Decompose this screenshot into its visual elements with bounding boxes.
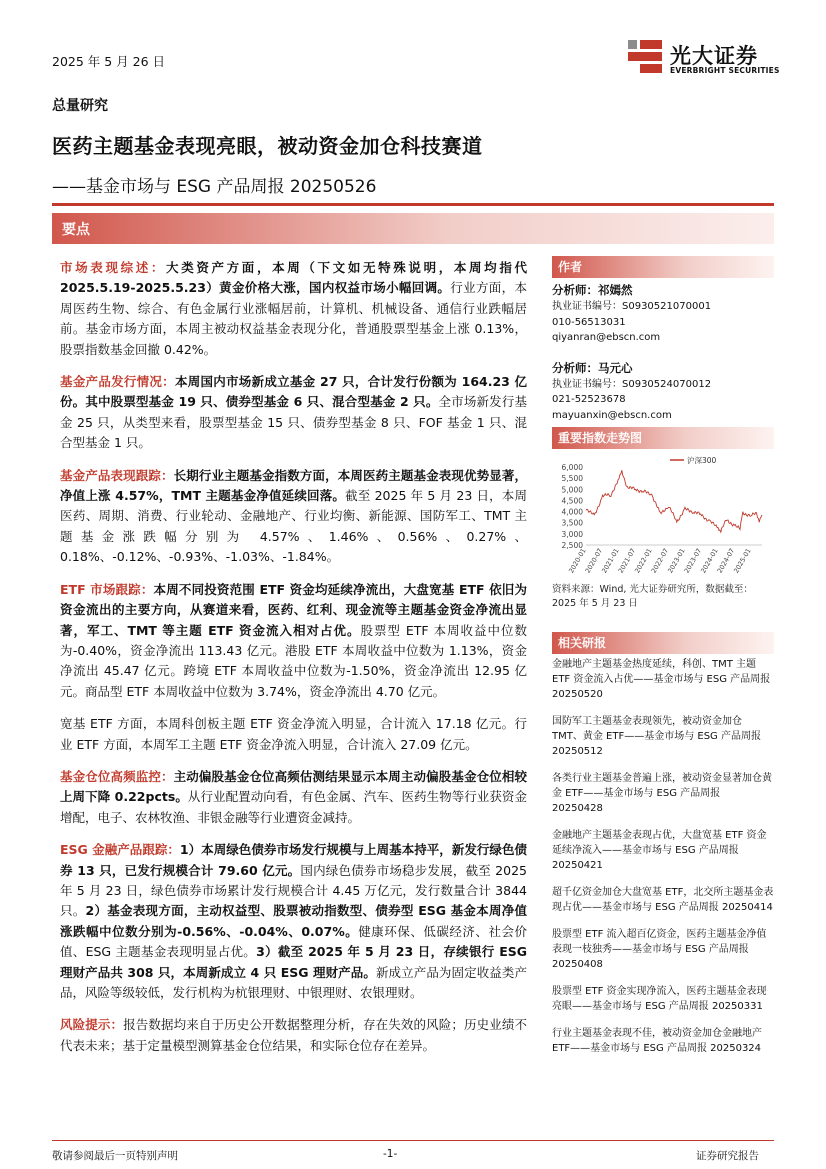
summary-paragraph <box>60 840 527 1003</box>
footer-report-type: 证券研究报告 <box>696 1150 759 1162</box>
analyst-name: 分析师：祁嫣然 <box>552 283 633 297</box>
analyst-email[interactable]: qiyanran@ebscn.com <box>552 332 661 343</box>
research-item[interactable]: 股票型 ETF 流入超百亿资金，医药主题基金净值表现一枝独秀——基金市场与 ESG 产品周报 20250408 <box>552 929 767 970</box>
report-subtitle: ——基金市场与 ESG 产品周报 20250526 <box>52 177 377 197</box>
legend-label: 沪深300 <box>687 456 717 465</box>
chart-heading: 重要指数走势图 <box>552 427 774 449</box>
x-tick-label: 2020-07 <box>583 547 605 575</box>
paragraph-label: 市场表现综述： <box>60 260 167 275</box>
paragraph-highlight: 本周国内市场新成立基金 27 只，合计发行份额为 164.23 亿份。其中股票型基金 19 只、债券型基金 6 只、混合型基金 2 只。 <box>60 374 527 410</box>
y-tick-label: 6,000 <box>561 463 583 472</box>
summary-paragraph <box>60 466 527 568</box>
paragraph-highlight: 大类资产方面，本周（下文如无特殊说明，本周均指代 2025.5.19-2025.5.23）黄金价格大涨，国内权益市场小幅回调。 <box>60 260 527 296</box>
summary-paragraph <box>60 714 527 755</box>
paragraph-label: 基金仓位高频监控： <box>60 768 174 784</box>
analyst-name: 分析师：马元心 <box>552 360 633 375</box>
research-item[interactable]: 股票型 ETF 资金实现净流入，医药主题基金表现亮眼——基金市场与 ESG 产品周报 20250331 <box>552 986 767 1012</box>
page-number: -1- <box>383 1148 398 1160</box>
paragraph-text: 新成立产品为固定收益类产品，风险等级较低，发行机构为杭银理财、中银理财、农银理财。 <box>60 964 527 1000</box>
paragraph-text: 报告数据均来自于历史公开数据整理分析，存在失效的风险；历史业绩不代表未来；基于定量模型测算基金仓位结果，和实际仓位存在差异。 <box>60 1017 527 1053</box>
paragraph-text: 健康环保、低碳经济、社会价值、ESG 主题基金表现明显占优。 <box>60 923 527 960</box>
x-tick-label: 2024-07 <box>715 547 737 575</box>
research-item[interactable]: 行业主题基金表现不佳，被动资金加仓金融地产 ETF——基金市场与 ESG 产品周报 20250324 <box>552 1028 762 1054</box>
paragraph-text: 宽基 ETF 方面，本周科创板主题 ETF 资金净流入明显，合计流入 17.18 亿元。行业 ETF 方面，本周军工主题 ETF 资金净流入明显，合计流入 27.09 亿元。 <box>60 716 527 752</box>
author-heading: 作者 <box>552 256 774 278</box>
paragraph-label: 基金产品表现跟踪： <box>60 467 174 483</box>
research-heading: 相关研报 <box>552 632 774 654</box>
analyst-phone: 010-56513031 <box>552 316 626 328</box>
paragraph-label: ETF 市场跟踪： <box>60 581 154 597</box>
author-panel <box>552 256 774 423</box>
section-bar <box>52 213 774 244</box>
y-tick-label: 5,000 <box>561 485 583 495</box>
y-tick-label: 4,000 <box>561 507 583 517</box>
research-item[interactable]: 超千亿资金加仓大盘宽基 ETF，北交所主题基金表现占优——基金市场与 ESG 产品周报 20250414 <box>552 887 774 913</box>
summary-paragraph <box>60 580 527 702</box>
paragraph-label: 风险提示： <box>60 1017 124 1033</box>
research-list <box>552 657 774 1056</box>
summary-paragraph <box>60 767 527 828</box>
paragraph-text: 股票型 ETF 本周收益中位数为-0.40%，资金净流出 113.43 亿元。港股 ETF 本周收益中位数为 1.13%，资金净流出 45.47 亿元。跨境 ETF 本周收益中位数为-1.50%，资金净流出 12.95 亿元。商品型 ETF 本周收益中位数为 3.74%，资金净流出 4.70 亿元。 <box>60 622 528 699</box>
paragraph-label: ESG 金融产品跟踪： <box>60 842 180 858</box>
footer-disclaimer: 敬请参阅最后一页特别声明 <box>52 1150 178 1162</box>
summary-paragraph <box>60 1015 527 1056</box>
main-content <box>60 258 527 1068</box>
paragraph-highlight: 2）基金表现方面，主动权益型、股票被动指数型、债券型 ESG 基金本周净值涨跌幅中位数分别为-0.56%、-0.04%、0.07%。 <box>60 903 527 939</box>
logo-text-cn: 光大证券 <box>670 44 758 68</box>
title-divider <box>52 203 774 206</box>
x-tick-label: 2021-07 <box>616 547 638 575</box>
paragraph-highlight: 本周不同投资范围 ETF 资金均延续净流出，大盘宽基 ETF 依旧为资金流出的主要方向，从赛道来看，医药、红利、现金流等主题基金资金净流出显著，军工、TMT 等主题 ETF 资金流入相对占优。 <box>60 581 527 638</box>
research-item[interactable]: 各类行业主题基金普遍上涨，被动资金显著加仓黄金 ETF——基金市场与 ESG 产品周报 20250428 <box>552 773 772 814</box>
analyst-email[interactable]: mayuanxin@ebscn.com <box>552 409 672 421</box>
footer-divider <box>52 1140 774 1141</box>
company-logo <box>626 38 780 78</box>
index-trend-chart <box>552 453 774 583</box>
y-tick-label: 5,500 <box>561 474 583 484</box>
chart-source: 资料来源：Wind, 光大证券研究所，数据截至：2025 年 5 月 23 日 <box>552 584 753 609</box>
research-item[interactable]: 金融地产主题基金热度延续，科创、TMT 主题 ETF 资金流入占优——基金市场与 ESG 产品周报 20250520 <box>552 659 771 700</box>
analyst-block <box>552 282 774 346</box>
summary-paragraph <box>60 372 527 454</box>
paragraph-highlight: 主动偏股基金仓位高频估测结果显示本周主动偏股基金仓位相较上周下降 0.22pcts。 <box>60 768 527 805</box>
paragraph-label: 基金产品发行情况： <box>60 374 175 390</box>
x-tick-label: 2023-07 <box>682 547 704 575</box>
paragraph-highlight: 长期行业主题基金指数方面，本周医药主题基金表现优势显著，净值上涨 4.57%，TMT 主题基金净值延续回落。 <box>60 467 527 504</box>
paragraph-text: 全市场新发行基金 25 只，从类型来看，股票型基金 15 只、债券型基金 8 只、FOF 基金 1 只、混合型基金 1 只。 <box>60 394 527 451</box>
analyst-cert: 执业证书编号：S0930521070001 <box>552 301 712 312</box>
research-item[interactable]: 国防军工主题基金表现领先，被动资金加仓 TMT、黄金 ETF——基金市场与 ESG 产品周报 20250512 <box>552 716 761 757</box>
report-category: 总量研究 <box>52 98 108 114</box>
x-tick-label: 2025-01 <box>732 547 753 575</box>
y-tick-label: 3,500 <box>561 518 583 528</box>
paragraph-text: 行业方面，本周医药生物、综合、有色金属行业涨幅居前，计算机、机械设备、通信行业跌幅居前。基金市场方面，本周主被动权益基金表现分化，普通股票型基金上涨 0.13%，股票指数基金回撤 0.42%。 <box>60 280 527 357</box>
x-tick-label: 2024-01 <box>699 547 720 575</box>
analyst-block <box>552 360 774 424</box>
x-tick-label: 2021-01 <box>600 547 621 575</box>
paragraph-text: 截至 2025 年 5 月 23 日，本周医药、周期、消费、行业轮动、金融地产、行业均衡、新能源、国防军工、TMT 主题基金涨跌幅分别为 4.57%、1.46%、0.56%、0.27%、0.18%、-0.12%、-0.93%、-1.03%、-1.84%。 <box>60 488 527 565</box>
report-date: 2025 年 5 月 26 日 <box>52 54 166 69</box>
analyst-cert: 执业证书编号：S0930524070012 <box>552 378 712 390</box>
paragraph-highlight: 1）本周绿色债券市场发行规模与上周基本持平，新发行绿色债券 13 只，已发行规模合计 79.60 亿元。 <box>60 842 528 878</box>
x-tick-label: 2020-01 <box>567 547 588 575</box>
x-tick-label: 2023-01 <box>666 547 687 575</box>
x-tick-label: 2022-07 <box>649 547 671 575</box>
research-item[interactable]: 金融地产主题基金表现占优，大盘宽基 ETF 资金延续净流入——基金市场与 ESG 产品周报 20250421 <box>552 830 767 871</box>
paragraph-text: 国内绿色债券市场稳步发展，截至 2025 年 5 月 23 日，绿色债券市场累计发行规模合计 4.45 万亿元，发行数量合计 3844 只。 <box>60 862 527 919</box>
paragraph-highlight: 3）截至 2025 年 5 月 23 日，存续银行 ESG 理财产品共 308 只，本周新成立 4 只 ESG 理财产品。 <box>60 944 527 980</box>
series-line-沪深300 <box>586 470 762 532</box>
everbright-logo-icon <box>626 38 664 76</box>
logo-text-en: EVERBRIGHT SECURITIES <box>670 66 780 75</box>
paragraph-text: 从行业配置动向看，有色金属、汽车、医药生物等行业获资金增配，电子、农林牧渔、非银金融等行业遭资金减持。 <box>60 789 527 825</box>
chart-panel <box>552 427 774 611</box>
section-bar-label: 要点 <box>62 222 90 238</box>
summary-paragraph <box>60 258 527 360</box>
y-tick-label: 3,000 <box>561 529 583 539</box>
related-research-panel <box>552 632 774 1068</box>
y-tick-label: 2,500 <box>561 541 583 550</box>
analyst-phone: 021-52523678 <box>552 394 626 405</box>
x-tick-label: 2022-01 <box>633 547 654 575</box>
y-tick-label: 4,500 <box>561 496 583 506</box>
report-title: 医药主题基金表现亮眼，被动资金加仓科技赛道 <box>52 134 483 158</box>
